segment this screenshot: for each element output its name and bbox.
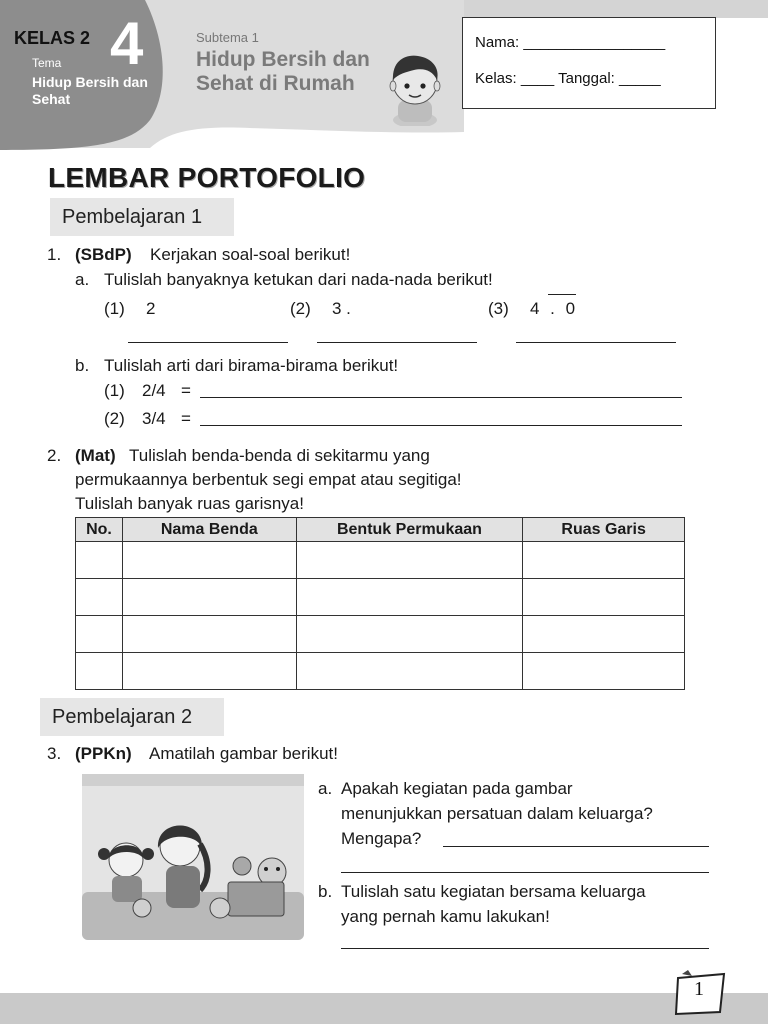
q3a-line-2: menunjukkan persatuan dalam keluarga?	[341, 804, 653, 823]
table-cell[interactable]	[122, 542, 296, 579]
q2-line-2: permukaannya berbentuk segi empat atau segitiga!	[75, 470, 462, 489]
table-cell[interactable]	[523, 616, 685, 653]
answer-line-q3b[interactable]	[341, 948, 709, 949]
tema-title: Hidup Bersih dan Sehat	[32, 74, 148, 107]
children-playing-illustration	[82, 774, 304, 940]
table-cell[interactable]	[122, 653, 296, 690]
q2-line-1: Tulislah benda-benda di sekitarmu yang	[129, 446, 430, 465]
q1a-item-2-label: (2)	[290, 299, 311, 318]
table-cell[interactable]	[296, 653, 523, 690]
q1b-item-2-value: 3/4	[142, 409, 166, 428]
q2-line-3: Tulislah banyak ruas garisnya!	[75, 494, 304, 513]
table-cell[interactable]	[76, 653, 123, 690]
q1b-label: b.	[75, 356, 90, 375]
table-cell[interactable]	[523, 579, 685, 616]
q1a-instruction: Tulislah banyaknya ketukan dari nada-nada berikut!	[104, 270, 493, 289]
answer-line-q1a-2[interactable]	[317, 342, 477, 343]
table-cell[interactable]	[122, 616, 296, 653]
q3-number: 3.	[47, 744, 62, 763]
table-cell[interactable]	[523, 653, 685, 690]
answer-line-q1b-1[interactable]	[200, 397, 682, 398]
table-row	[76, 542, 685, 579]
q1-instruction: Kerjakan soal-soal berikut!	[150, 245, 351, 264]
answer-table	[75, 517, 685, 690]
table-cell[interactable]	[76, 542, 123, 579]
answer-line-q3a-1[interactable]	[443, 846, 709, 847]
table-cell[interactable]	[296, 616, 523, 653]
q3b-label: b.	[318, 882, 333, 901]
tema-label: Tema	[32, 56, 62, 70]
section-pembelajaran-2: Pembelajaran 2	[40, 698, 224, 736]
subtema-title: Hidup Bersih dan Sehat di Rumah	[196, 48, 370, 95]
answer-line-q1a-3[interactable]	[516, 342, 676, 343]
kelas-label: KELAS 2	[14, 28, 91, 48]
q1a-item-1-label: (1)	[104, 299, 125, 318]
q2-subject: (Mat)	[75, 446, 116, 465]
subtema-label: Subtema 1	[196, 30, 259, 45]
q3-subject: (PPKn)	[75, 744, 132, 763]
table-header-row	[76, 518, 685, 542]
q3a-line-1: Apakah kegiatan pada gambar	[341, 779, 573, 798]
section-pembelajaran-1: Pembelajaran 1	[50, 198, 234, 236]
page-title: LEMBAR PORTOFOLIO	[48, 162, 366, 193]
top-strip	[464, 0, 768, 18]
kelas-tanggal-field[interactable]: Kelas: ____ Tanggal: _____	[475, 70, 661, 87]
table-cell[interactable]	[296, 542, 523, 579]
tema-number: 4	[110, 10, 144, 77]
answer-line-q3a-2[interactable]	[341, 872, 709, 873]
q1b-item-2-label: (2)	[104, 409, 125, 428]
table-cell[interactable]	[296, 579, 523, 616]
table-cell[interactable]	[76, 579, 123, 616]
q1a-item-3-label: (3)	[488, 299, 509, 318]
q1b-item-1-equals: =	[181, 381, 191, 400]
q3b-line-2: yang pernah kamu lakukan!	[341, 907, 550, 926]
page-number: 1	[694, 978, 704, 1000]
q1a-item-3-notation: 4 . 0	[530, 299, 576, 318]
column-header-nama-benda: Nama Benda	[122, 518, 296, 542]
q1b-item-2-equals: =	[181, 409, 191, 428]
table-row	[76, 579, 685, 616]
table-row	[76, 653, 685, 690]
table-cell[interactable]	[76, 616, 123, 653]
column-header-no: No.	[76, 518, 123, 542]
q3-instruction: Amatilah gambar berikut!	[149, 744, 338, 763]
footer-bar	[0, 993, 768, 1024]
table-row	[76, 616, 685, 653]
q3a-line-3: Mengapa?	[341, 829, 422, 848]
answer-line-q1a-1[interactable]	[128, 342, 288, 343]
table-cell[interactable]	[122, 579, 296, 616]
notation-overline	[548, 294, 576, 295]
q3b-line-1: Tulislah satu kegiatan bersama keluarga	[341, 882, 646, 901]
column-header-ruas-garis: Ruas Garis	[523, 518, 685, 542]
q3a-label: a.	[318, 779, 333, 798]
nama-field[interactable]: Nama: _________________	[475, 34, 666, 51]
q1b-item-1-label: (1)	[104, 381, 125, 400]
q1b-item-1-value: 2/4	[142, 381, 166, 400]
q1a-label: a.	[75, 270, 90, 289]
column-header-bentuk-permukaan: Bentuk Permukaan	[296, 518, 523, 542]
q1a-item-2-notation: 3 .	[332, 299, 351, 318]
q2-number: 2.	[47, 446, 62, 465]
boy-character-icon	[384, 50, 446, 126]
table-cell[interactable]	[523, 542, 685, 579]
student-identity-box	[462, 17, 716, 109]
q1a-item-1-notation: 2	[146, 299, 156, 318]
q1-subject: (SBdP)	[75, 245, 132, 264]
answer-line-q1b-2[interactable]	[200, 425, 682, 426]
q1b-instruction: Tulislah arti dari birama-birama berikut!	[104, 356, 399, 375]
q1-number: 1.	[47, 245, 62, 264]
